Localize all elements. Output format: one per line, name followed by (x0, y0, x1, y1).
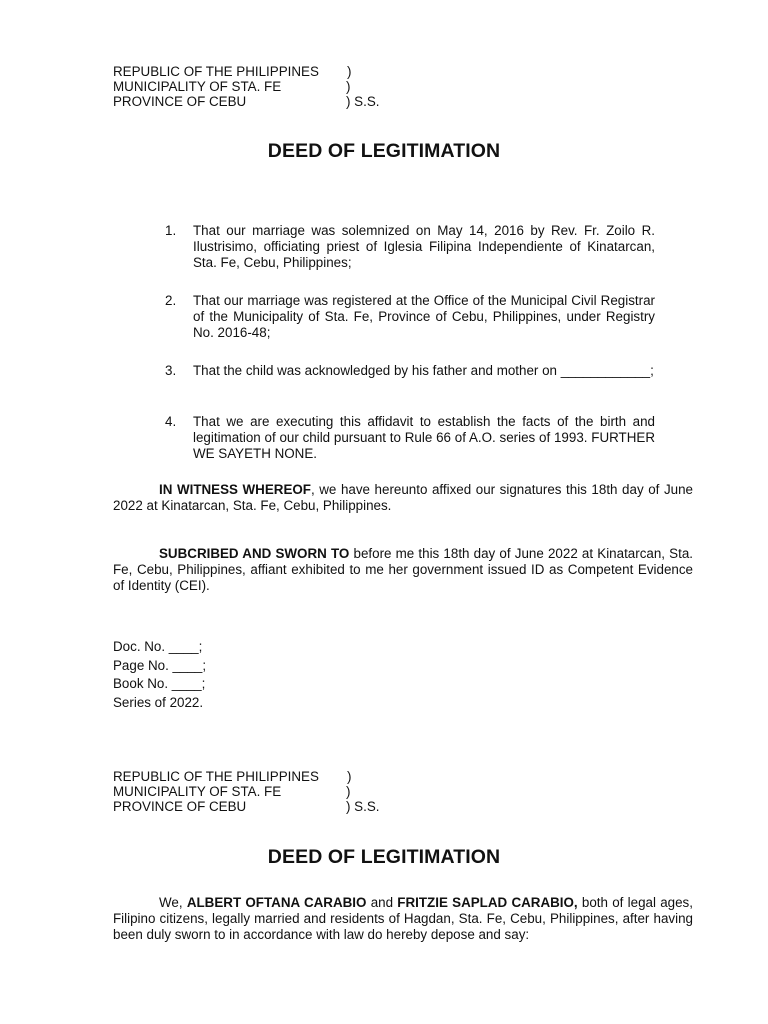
document-title: DEED OF LEGITIMATION (267, 140, 501, 162)
venue-republic: REPUBLIC OF THE PHILIPPINES (113, 769, 319, 784)
venue-paren: ) (347, 64, 352, 79)
list-item (165, 293, 655, 341)
venue-line (113, 799, 513, 814)
item-text: That we are executing this affidavit to establish the facts of the birth and legitimation of our child pursuant to Rule 66 of A.O. series of 1993. FURTHER WE SAYETH NONE. (193, 414, 655, 461)
item-text: That our marriage was registered at the Office of the Municipal Civil Registrar of the Municipality of Sta. Fe, Province of Cebu, Philippines, under Registry No. 2016-48; (193, 293, 655, 340)
item-number: 3. (165, 363, 177, 378)
venue-province: PROVINCE OF CEBU (113, 94, 247, 109)
venue-line (113, 64, 513, 79)
venue-paren: ) (346, 784, 351, 799)
jurat-paragraph (113, 546, 693, 594)
item-number: 4. (165, 414, 177, 429)
jurat-text: before me this 18th day of June 2022 at Kinatarcan, Sta. Fe, Cebu, Philippines, affiant exhibited to me her government issued ID as Competent Evidence of Identity (CEI). (113, 546, 694, 593)
venue-ss: ) S.S. (346, 94, 380, 109)
page-no: Page No. ____; (113, 657, 207, 673)
venue-municipality: MUNICIPALITY OF STA. FE (113, 784, 282, 799)
venue-municipality: MUNICIPALITY OF STA. FE (113, 79, 282, 94)
intro-pre: We, (159, 895, 187, 910)
item-number: 2. (165, 293, 177, 308)
venue-republic: REPUBLIC OF THE PHILIPPINES (113, 64, 319, 79)
venue-paren: ) (347, 769, 352, 784)
item-text: That the child was acknowledged by his father and mother on ____________; (193, 363, 654, 378)
item-number: 1. (165, 223, 177, 238)
list-item (165, 223, 655, 271)
venue-line (113, 94, 513, 109)
venue-line (113, 769, 513, 784)
witness-text: , we have hereunto affixed our signatures this 18th day of June 2022 at Kinatarcan, Sta. Fe, Cebu, Philippines. (113, 482, 693, 513)
jurat-heading: SUBCRIBED AND SWORN TO (159, 546, 350, 561)
witness-heading: IN WITNESS WHEREOF (159, 482, 311, 497)
venue-line (113, 79, 513, 94)
intro-paragraph (113, 895, 693, 943)
item-text: That our marriage was solemnized on May 14, 2016 by Rev. Fr. Zoilo R. Ilustrisimo, officiating priest of Iglesia Filipina Independiente of Kinatarcan, Sta. Fe, Cebu, Philippines; (193, 223, 655, 270)
list-item (165, 363, 655, 379)
venue-block (113, 64, 513, 109)
venue-line (113, 784, 513, 799)
venue-province: PROVINCE OF CEBU (113, 799, 247, 814)
list-item (165, 414, 655, 462)
venue-paren: ) (346, 79, 351, 94)
witness-paragraph (113, 482, 693, 514)
notarial-block (113, 638, 206, 712)
affiant-name-1: ALBERT OFTANA CARABIO (186, 895, 367, 910)
venue-ss: ) S.S. (346, 799, 380, 814)
series: Series of 2022. (113, 694, 204, 710)
book-no: Book No. ____; (113, 676, 206, 692)
intro-mid: and (366, 895, 398, 910)
venue-block (113, 769, 513, 814)
document-title: DEED OF LEGITIMATION (267, 846, 501, 868)
affiant-name-2: FRITZIE SAPLAD CARABIO, (397, 895, 578, 910)
doc-no: Doc. No. ____; (113, 639, 203, 654)
intro-text: both of legal ages, Filipino citizens, legally married and residents of Hagdan, Sta. Fe, Cebu, Philippines, after having been duly sworn to in accordance with law do hereby depose and say: (113, 895, 693, 942)
